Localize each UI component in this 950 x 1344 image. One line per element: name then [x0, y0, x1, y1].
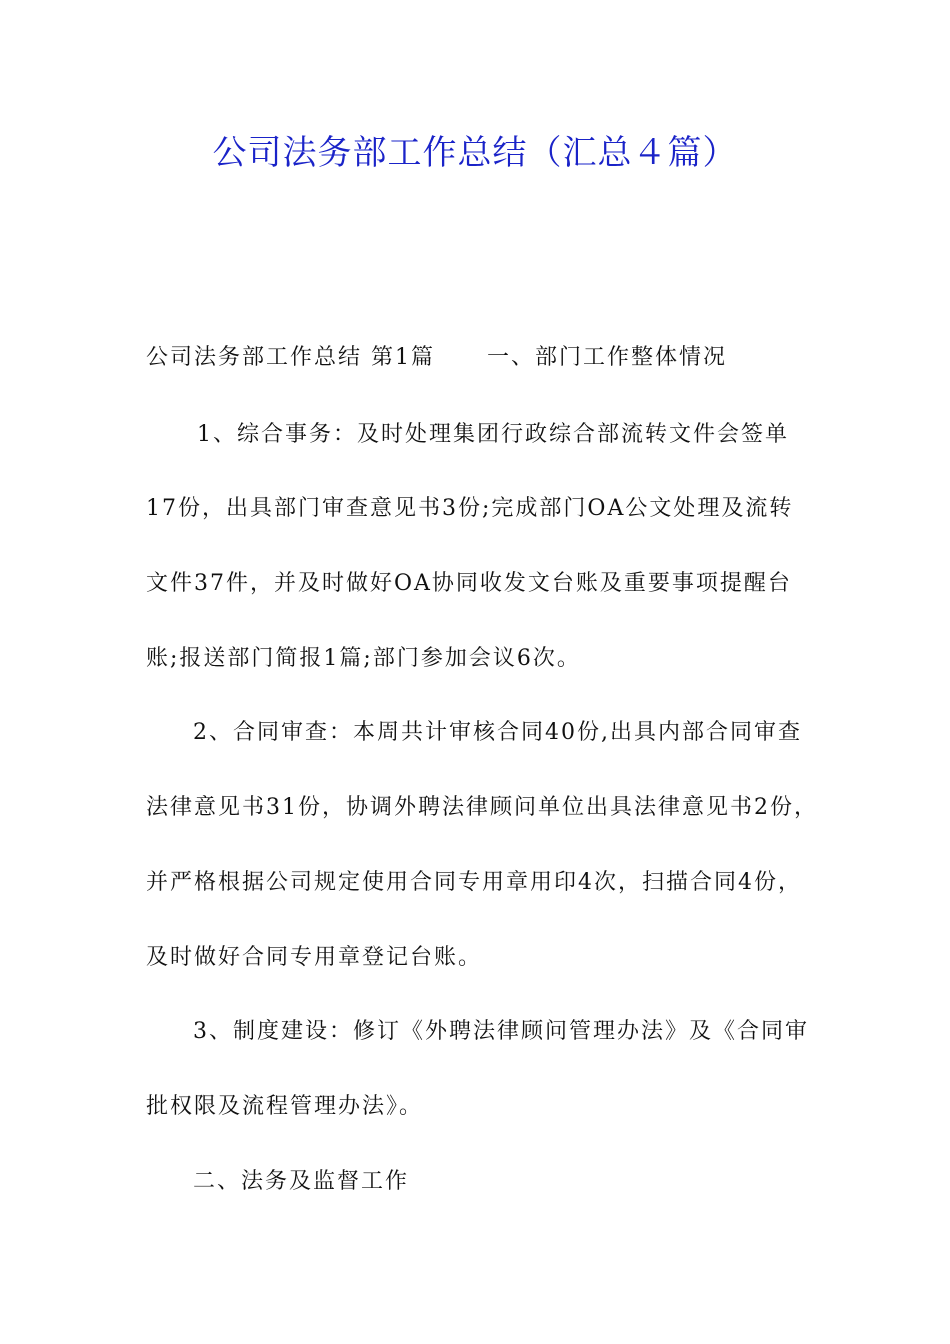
- paragraph-line: 3、制度建设：修订《外聘法律顾问管理办法》及《合同审: [193, 1019, 809, 1044]
- section-heading-2: 二、法务及监督工作: [193, 1169, 410, 1194]
- paragraph-line: 文件37件，并及时做好OA协同收发文台账及重要事项提醒台: [146, 571, 792, 596]
- paragraph-line: 账;报送部门简报1篇;部门参加会议6次。: [146, 646, 581, 671]
- paragraph-line: 法律意见书31份，协调外聘法律顾问单位出具法律意见书2份，: [146, 795, 818, 820]
- paragraph-line: 1、综合事务：及时处理集团行政综合部流转文件会签单: [197, 422, 789, 447]
- section-heading-title: 一、部门工作整体情况: [487, 345, 728, 370]
- document-title: 公司法务部工作总结（汇总４篇）: [212, 133, 738, 173]
- paragraph-line: 批权限及流程管理办法》。: [146, 1094, 424, 1119]
- paragraph-line: 2、合同审查：本周共计审核合同40份,出具内部合同审查: [193, 720, 802, 745]
- paragraph-line: 17份，出具部门审查意见书3份;完成部门OA公文处理及流转: [146, 496, 794, 521]
- section-heading: [146, 343, 727, 373]
- article-heading: 公司法务部工作总结 第1篇: [146, 345, 435, 370]
- paragraph-line: 及时做好合同专用章登记台账。: [146, 945, 483, 970]
- paragraph-line: 并严格根据公司规定使用合同专用章用印4次，扫描合同4份，: [146, 870, 802, 895]
